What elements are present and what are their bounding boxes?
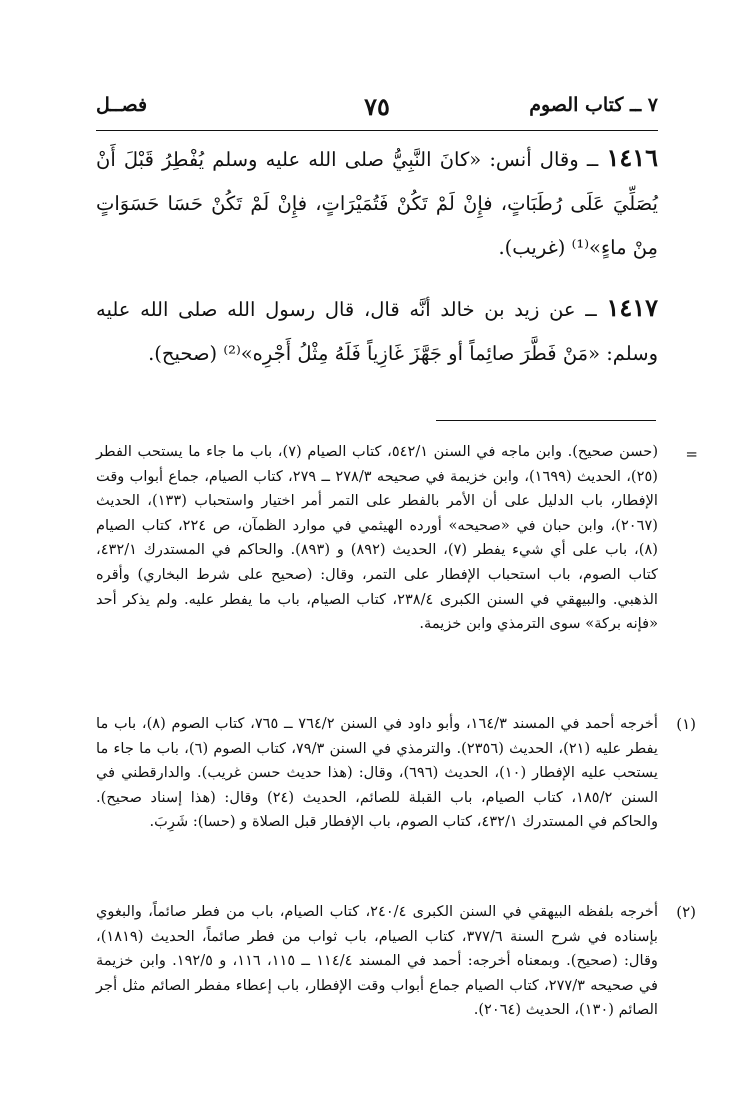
section-title: فصــل: [96, 94, 148, 116]
footnote-text: أخرجه أحمد في المسند ١٦٤/٣، وأبو داود في السنن ٧٦٤/٢ ــ ٧٦٥، كتاب الصوم (٨)، باب ما يفطر عليه (٢١)، الحديث (٢٣٥٦). والترمذي في السنن ٧٩/٣، كتاب الصوم (٦)، باب ما جاء ما يستحب عليه الإفطار (١٠)، الحديث (٦٩٦)، وقال: (هذا حديث حسن غريب). والدارقطني في السنن ١٨٥/٢، كتاب الصيام، باب القبلة للصائم، الحديث (٢٤) وقال: (هذا إسناد صحيح). والحاكم في المستدرك ٤٣٢/١، كتاب الصوم، باب الإفطار قبل الصلاة و (حسا): شَرِبَ.: [96, 715, 658, 831]
footnote-text: أخرجه بلفظه البيهقي في السنن الكبرى ٢٤٠/٤، كتاب الصيام، باب من فطر صائماً، والبغوي بإسناده في شرح السنة ٣٧٧/٦، كتاب الصيام، باب ثواب من فطر صائماً، الحديث (١٨١٩)، وقال: (صحيح). وبمعناه أخرجه: أحمد في المسند ١١٤/٤ ــ ١١٥، ١١٦، و ١٩٢/٥. وابن خزيمة في صحيحه ٢٧٧/٣، كتاب الصيام جماع أبواب وقت الإفطار، باب إعطاء مفطر الصائم مثل أجر الصائم (١٣٠)، الحديث (٢٠٦٤).: [96, 903, 659, 1019]
footnote-1: [96, 712, 696, 835]
hadith-text: ــ عن زيد بن خالد أنَّه قال، قال رسول الله صلى الله عليه وسلم: «مَنْ فَطَّرَ صائِماً أو جَهَّزَ غَازِياً فَلَهُ مِثْلُ أَجْرِه»⁽²⁾ (صحيح).: [96, 298, 658, 365]
hadith-number: ١٤١٦: [606, 143, 658, 172]
chapter-title: ٧ ــ كتاب الصوم: [529, 94, 658, 116]
hadith-1417: [96, 286, 658, 376]
hadith-1416: [96, 136, 658, 270]
header-rule: [96, 130, 658, 131]
footnote-2: [96, 900, 696, 1023]
footnote-text: (حسن صحيح). وابن ماجه في السنن ٥٤٢/١، كتاب الصيام (٧)، باب ما جاء ما يستحب الفطر (٢٥)، الحديث (١٦٩٩)، وابن خزيمة في صحيحه ٢٧٨/٣ ــ ٢٧٩، كتاب الصيام، جماع أبواب وقت الإفطار، باب الدليل على أن الأمر بالفطر على التمر أمر اختيار واستحباب (١٣٣)، الحديث (٢٠٦٧)، وابن حبان في «صحيحه» أورده الهيثمي في موارد الظمآن، ص ٢٢٤، كتاب الصيام (٨)، باب على أي شيء يفطر (٧)، الحديث (٨٩٢) و (٨٩٣). والحاكم في المستدرك ٤٣٢/١، كتاب الصوم، باب استحباب الإفطار على التمر، وقال: (صحيح على شرط البخاري) وأقره الذهبي. والبيهقي في السنن الكبرى ٢٣٨/٤، كتاب الصيام، باب ما يفطر عليه. ولم يذكر أحد «فإنه بركة» سوى الترمذي وابن خزيمة.: [96, 443, 659, 633]
continuation-marker: =: [685, 445, 698, 463]
footnote-marker: (٢): [676, 903, 696, 921]
footnote-marker: (١): [676, 715, 696, 733]
hadith-text: ــ وقال أنس: «كانَ النَّبِيُّ صلى الله عليه وسلم يُفْطِرُ قَبْلَ أَنْ يُصَلِّيَ عَلَى رُطَبَاتٍ، فإِنْ لَمْ تَكُنْ فَتُمَيْرَاتٍ، فإِنْ لَمْ تَكُنْ حَسَا حَسَوَاتٍ مِنْ ماءٍ»⁽¹⁾ (غريب).: [96, 148, 658, 259]
footnote-separator: [436, 420, 656, 421]
page-header: [96, 92, 658, 126]
page-number: ٧٥: [364, 92, 390, 121]
hadith-number: ١٤١٧: [606, 293, 658, 322]
footnote-continuation: [96, 440, 698, 637]
